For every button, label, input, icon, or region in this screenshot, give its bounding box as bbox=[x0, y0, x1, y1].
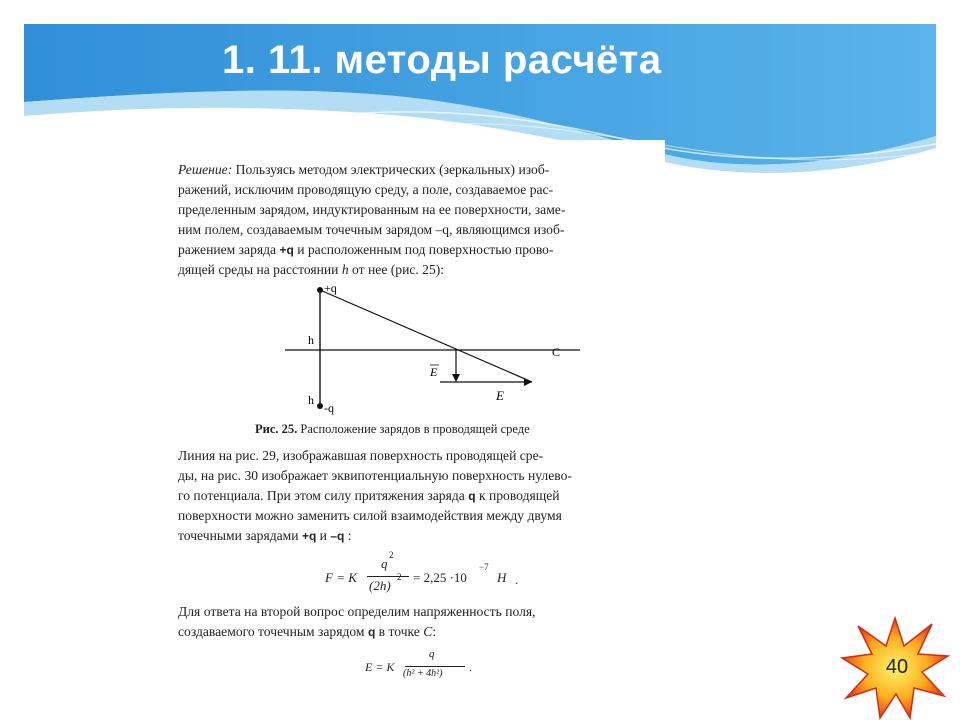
field-line bbox=[320, 290, 532, 382]
text-line: от нее (рис. 25): bbox=[348, 262, 445, 277]
text-line: поверхности можно заменить силой взаимодействия между двумя bbox=[178, 508, 562, 523]
plus-q-label: +q bbox=[324, 281, 337, 295]
formula-denominator: (2h) bbox=[369, 578, 391, 593]
formula-numerator: q bbox=[429, 648, 435, 660]
e-arrowhead bbox=[524, 378, 532, 386]
text-line: : bbox=[344, 528, 352, 543]
formula-lhs: F = K bbox=[325, 570, 357, 585]
formula-denominator: (h² + 4h²) bbox=[403, 668, 443, 679]
slide-title: 1. 11. методы расчёта bbox=[222, 38, 662, 82]
formula-lhs: E = K bbox=[365, 660, 395, 674]
text-line: и расположенным под поверхностью прово- bbox=[293, 242, 554, 257]
point-symbol: C bbox=[423, 624, 433, 639]
e-bar-label: E bbox=[430, 365, 438, 379]
fraction-bar bbox=[405, 666, 465, 667]
text-line: в точке bbox=[375, 624, 424, 639]
caption-number: Рис. 25. bbox=[255, 422, 298, 436]
formula-numerator-exp: 2 bbox=[389, 550, 394, 560]
field-formula bbox=[365, 648, 495, 688]
charge-symbol: –q bbox=[330, 529, 345, 543]
charge-symbol: q bbox=[367, 625, 376, 639]
solution-paragraph bbox=[178, 160, 662, 280]
h-bottom-label: h bbox=[308, 393, 314, 407]
e-bar-arrowhead bbox=[452, 374, 460, 382]
text-line: Линия на рис. 29, изображавшая поверхность проводящей сре- bbox=[178, 448, 544, 463]
figure-caption bbox=[255, 422, 530, 437]
text-line: ним полем, создаваемым точечным зарядом –q, являющимся изоб- bbox=[178, 222, 565, 237]
h-top-label: h bbox=[308, 333, 314, 347]
explanation-paragraph bbox=[178, 446, 662, 546]
text-line: ды, на рис. 30 изображает эквипотенциальную поверхность нулево- bbox=[178, 468, 572, 483]
text-line: и bbox=[316, 528, 331, 543]
text-line: пределенным зарядом, индуктированным на ее поверхности, заме- bbox=[178, 202, 566, 217]
text-line: ражений, исключим проводящую среду, а поле, создаваемое рас- bbox=[178, 182, 554, 197]
minus-charge-dot bbox=[317, 403, 323, 409]
fraction-bar bbox=[367, 576, 409, 577]
formula-end: . bbox=[515, 572, 519, 587]
formula-rhs-exp: −7 bbox=[479, 562, 489, 572]
minus-q-label: -q bbox=[324, 401, 334, 415]
formula-denominator-exp: 2 bbox=[397, 572, 402, 582]
text-line: Пользуясь методом электрических (зеркальных) изоб- bbox=[232, 162, 550, 177]
charge-symbol: q bbox=[468, 489, 476, 503]
formula-rhs: = 2,25 ·10 bbox=[413, 570, 467, 585]
e-label: E bbox=[496, 388, 504, 403]
scanned-page bbox=[170, 140, 665, 692]
question-paragraph bbox=[178, 602, 662, 642]
text-line: : bbox=[432, 624, 437, 639]
caption-text: Расположение зарядов в проводящей среде bbox=[297, 422, 530, 436]
charge-diagram bbox=[260, 278, 590, 426]
text-line: ражением заряда bbox=[178, 242, 280, 257]
distance-symbol: h bbox=[341, 262, 349, 277]
charge-symbol: +q bbox=[301, 529, 317, 543]
text-line: создаваемого точечным зарядом bbox=[178, 624, 368, 639]
formula-unit: H bbox=[497, 570, 507, 585]
page-number: 40 bbox=[885, 656, 909, 678]
formula-end: . bbox=[469, 660, 472, 674]
solution-lead: Решение: bbox=[178, 162, 233, 177]
text-line: к проводящей bbox=[475, 488, 560, 503]
charge-symbol: +q bbox=[279, 243, 294, 257]
force-formula bbox=[325, 550, 525, 600]
plus-charge-dot bbox=[317, 287, 323, 293]
c-label: C bbox=[552, 345, 561, 359]
formula-numerator: q bbox=[381, 556, 388, 571]
text-line: го потенциала. При этом силу притяжения заряда bbox=[178, 488, 469, 503]
text-line: точечными зарядами bbox=[178, 528, 302, 543]
text-line: дящей среды на расстоянии bbox=[178, 262, 342, 277]
text-line: Для ответа на второй вопрос определим напряженность поля, bbox=[178, 604, 536, 619]
